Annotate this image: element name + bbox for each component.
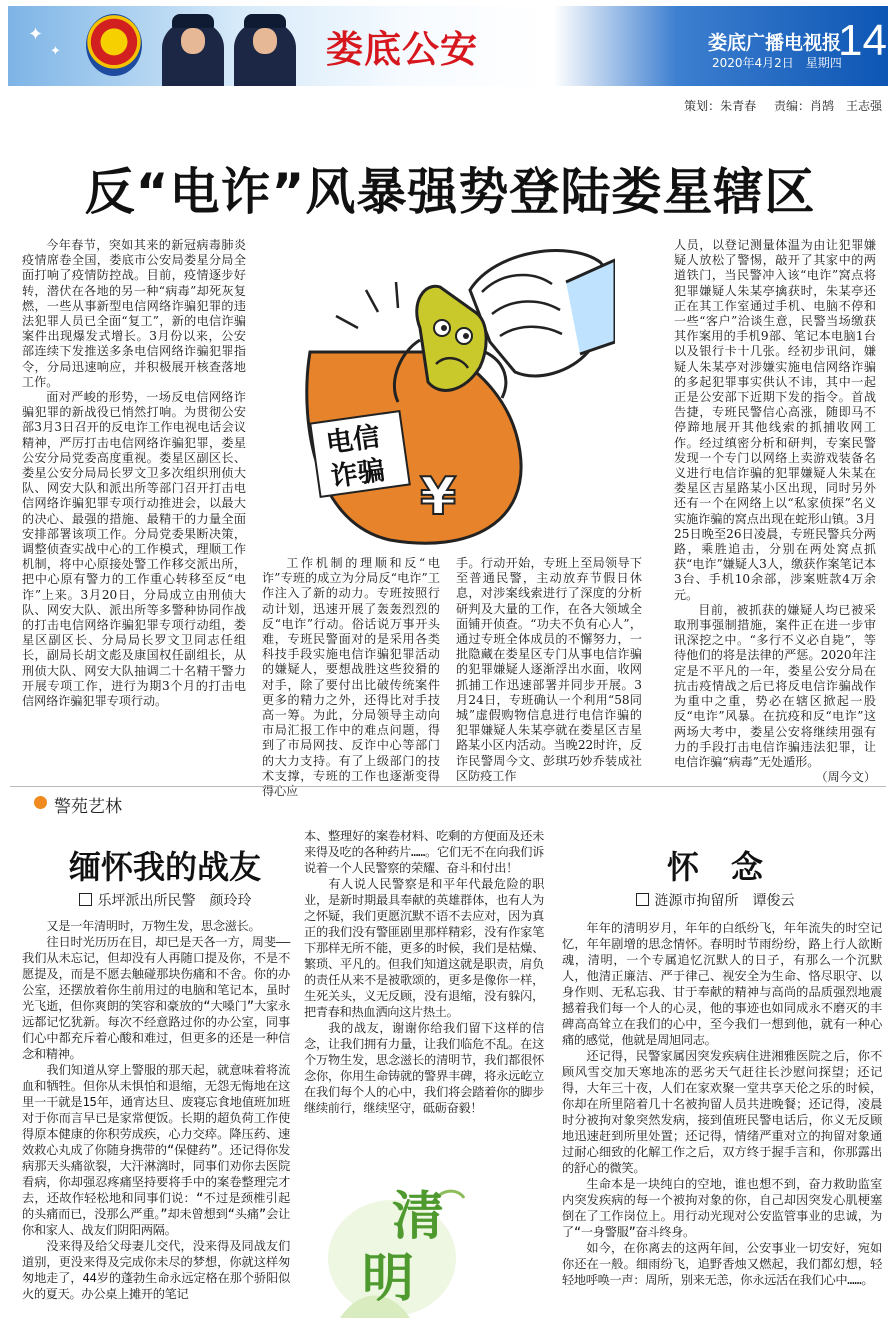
essay-paragraph: 如今，在你离去的这两年间，公安事业一切安好，宛如你还在一般。细雨纷飞，追野香烛又燃起，我们都幻想，轻轻地呼唤一声：周所，别来无恙，你永远活在我们心中……。	[562, 1241, 882, 1287]
essay-right-byline	[600, 890, 830, 910]
essay-left-title: 缅怀我的战友	[68, 848, 261, 886]
article-paragraph: 面对严峻的形势，一场反电信网络诈骗犯罪的新战役已悄然打响。为贯彻公安部3月3日召开的反电诈工作电视电话会议精神，严厉打击电信网络诈骗犯罪，娄星公安分局党委高度重视。娄星区副区长、娄星公安分局局长罗文卫多次组织刑侦大队、网安大队和派出所等部门召开打击电信网络诈骗犯罪专项行动推进会，以最大的决心、最强的措施、最精干的力量全面安排部署该项工作。分局党委果断决策，调整侦查实战中心的工作模式，理顺工作机制，将中心原接处警工作移交派出所，把中心原有警力的工作重心转移至反“电诈”上来。3月20日，分局成立由刑侦大队、网安大队、派出所等多警种协同作战的打击电信网络诈骗犯罪专项行动组，娄星区副区长、分局局长罗文卫同志任组长，副局长胡文彪及康国权任副组长，从刑侦大队、网安大队抽调二十名精干警力开展专项工作，进行为期3个月的打击电信网络诈骗犯罪专项行动。	[22, 390, 246, 709]
section-dot-icon	[34, 796, 47, 809]
qingming-calligraphy-image	[320, 1168, 470, 1328]
page-number: 14	[838, 16, 887, 65]
essay-right-column	[562, 920, 882, 1288]
planner-credit: 策划：朱青春	[684, 99, 757, 113]
main-headline: 反“电诈”风暴强势登陆娄星辖区	[84, 163, 816, 221]
byline-box-icon	[79, 893, 92, 906]
article-column-4	[674, 238, 876, 785]
section-label: 警苑艺林	[54, 797, 122, 817]
police-officers-image	[158, 14, 308, 86]
essay-paragraph: 有人说人民警察是和平年代最危险的职业，是新时期最具奉献的英雄群体，也有人为之怀疑，我们更愿沉默不语不去应对，因为真正的我们没有警匪剧里那样精彩，没有作家笔下那样无所不能，更多的时候，我们是枯燥、繁琐、平凡的。但我们知道这就是职责，肩负的责任从来不是被歌颂的，更多是像你一样，生死关头，义无反顾，没有退缩，没有躲闪，把青春和热血洒向这片热土。	[304, 877, 544, 1019]
editor-credit: 责编：肖鹄 王志强	[773, 99, 882, 113]
article-author: （周今文）	[815, 770, 876, 785]
sack-label-line2: 诈骗	[328, 454, 387, 494]
qingming-char-2: 明	[362, 1248, 415, 1309]
essay-left-column-2	[304, 828, 544, 1116]
paper-name: 娄底广播电视报	[708, 32, 842, 54]
qingming-char-1: 清	[392, 1186, 445, 1247]
article-paragraph: 手。行动开始，专班上至局领导下至普通民警，主动放弃节假日休息，对涉案线索进行了深度的分析研判及大量的工作，在各大领域全面铺开侦查。“功夫不负有心人”，通过专班全体成员的不懈努力，一批隐藏在娄星区专门从事电信诈骗的犯罪嫌疑人逐渐浮出水面，收网抓捕工作迅速部署并同步开展。3月24日，专班确认一个利用“58同城”虚假购物信息进行电信诈骗的犯罪嫌疑人朱某亭就在娄星区吉星路某小区内活动。当晚22时许，反诈民警周今文、彭琪巧妙乔装成社区防疫工作	[456, 556, 642, 783]
essay-paragraph: 我的战友，谢谢你给我们留下这样的信念，让我们拥有力量，让我们临危不乱。在这个万物生发，思念滋长的清明节，我们都很怀念你，你用生命铸就的警界丰碑，将永远屹立在我们每个人的心中，我们将会踏着你的脚步继续前行，继续坚守，砥砺奋毅！	[304, 1021, 544, 1115]
article-paragraph: 今年春节，突如其来的新冠病毒肺炎疫情席卷全国，娄底市公安局娄星分局全面打响了疫情防控战。目前，疫情逐步好转，潜伏在各地的另一种“病毒”却死灰复燃，一些从事新型电信网络诈骗犯罪的违法犯罪人员已全面“复工”，新的电信诈骗案件出现爆发式增长。3月份以来，公安部连续下发推送多条电信网络诈骗犯罪指令，分局迅速响应，并积极展开核查落地工作。	[22, 238, 246, 389]
essay-left-byline	[40, 890, 290, 910]
essay-left-column-1	[22, 918, 290, 1302]
article-paragraph: 目前，被抓获的嫌疑人均已被采取刑事强制措施，案件正在进一步审讯深挖之中。“多行不义必自毙”，等待他们的将是法律的严惩。2020年注定是不平凡的一年，娄星公安分局在抗击疫情战之后已将反电信诈骗战作为重中之重，势必在辖区掀起一股反“电诈”风暴。在抗疫和反“电诈”这两场大考中，娄星公安将继续用强有力的手段打击电信诈骗违法犯罪，让电信诈骗“病毒”无处遁形。	[674, 602, 876, 769]
section-header	[10, 786, 886, 817]
dove-icon: ✦	[28, 24, 44, 45]
article-column-3	[456, 556, 642, 784]
issue-date: 2020年4月2日 星期四	[712, 56, 842, 70]
essay-paragraph: 生命本是一块纯白的空地，谁也想不到，奋力救助监室内突发疾病的每一个被拘对象的你，自己却因突发心肌梗塞倒在了工作岗位上。用行动光现对公安监管事业的忠诚，为了“一身警服”奋斗终身。	[562, 1177, 882, 1239]
article-paragraph: 工作机制的理顺和反“电诈”专班的成立为分局反“电诈”工作注入了新的动力。专班按照行动计划，迅速开展了轰轰烈烈的反“电诈”行动。俗话说万事开头难，专班民警面对的是采用各类科技手段实施电信诈骗犯罪活动的嫌疑人，要想战胜这些狡猾的对手，除了要付出比破传统案件更多的精力之外，还得比对手技高一筹。为此，分局领导主动向市局汇报工作中的难点问题，得到了市局网技、反诈中心等部门的大力支持。有了上级部门的技术支撑，专班的工作也逐渐变得得心应	[262, 556, 440, 799]
byline-text: 乐坪派出所民警 颜玲玲	[97, 893, 252, 909]
police-emblem-icon	[86, 14, 142, 76]
masthead-banner	[8, 6, 888, 86]
essay-paragraph: 又是一年清明时，万物生发，思念滋长。	[46, 919, 261, 933]
sack-label-line1: 电信	[324, 421, 382, 460]
essay-right-title: 怀 念	[666, 848, 763, 886]
dove-icon: ✦	[50, 44, 61, 59]
essay-paragraph: 没来得及给父母妻儿交代，没来得及同战友们道别，更没来得及完成你未尽的梦想，你就这样匆匆地走了，44岁的蓬勃生命永远定格在那个骄阳似火的夏天。办公桌上摊开的笔记	[22, 1239, 290, 1301]
essay-paragraph: 往日时光历历在目，却已是天各一方，周斐——我们从未忘记，但却没有人再随口提及你，不是不愿提及，而是不愿去触碰那块伤痛和不舍。你的办公室，还摆放着你生前用过的电脑和笔记本，虽时光飞逝，但你爽朗的笑容和豪放的“大嗓门”大家永远都记忆犹新。每次不经意路过你的办公室，同事们心中都充斥着心酸和难过，但更多的还是一种信念和精神。	[22, 935, 290, 1061]
fist-punching-fraud-illustration	[270, 232, 615, 552]
article-paragraph: 人员，以登记测量体温为由让犯罪嫌疑人放松了警惕，敲开了其家中的两道铁门，当民警冲入该“电诈”窝点将犯罪嫌疑人朱某亭擒获时，朱某亭还正在其工作室通过手机、电脑不停和一些“客户”洽谈生意，民警当场缴获其作案用的手机9部、笔记本电脑1台以及银行卡十几张。经初步讯问，嫌疑人朱某亭对涉嫌实施电信网络诈骗的多起犯罪事实供认不讳，其中一起正是公安部下近期下发的指令。首战告捷，专班民警信心高涨，随即马不停蹄地展开其他线索的抓捕收网工作。经过缜密分析和研判，专案民警发现一个专门以网络上卖游戏装备名义进行电信诈骗的犯罪嫌疑人朱某在娄星区吉星路某小区出现，同时另外还有一个在网络上以“私家侦探”名义实施诈骗的窝点出现在蛇形山镇。3月25日晚至26日凌晨，专班民警兵分两路，乘胜追击，分别在两处窝点抓获“电诈”嫌疑人3人，缴获作案笔记本3台、手机10余部，涉案赃款4万余元。	[674, 238, 876, 602]
byline-text: 涟源市拘留所 谭俊云	[654, 893, 795, 909]
essay-paragraph: 我们知道从穿上警服的那天起，就意味着将流血和牺牲。但你从未惧怕和退缩，无怨无悔地在这里一干就是15年，通宵达旦、废寝忘食地值班加班对于你而言早已是家常便饭。长期的超负荷工作使得原本健康的你积劳成疾，心力交瘁。降压药、速效救心丸成了你随身携带的“保健药”。还记得你发病那天头痛欲裂，大汗淋漓时，同事们劝你去医院看病，你却强忍疼痛坚持要将手中的案卷整理完才去，还故作轻松地和同事们说：“不过是颈椎引起的头痛而已，没那么严重。”却未曾想到“头痛”会让你和家人、战友们阴阳两隔。	[22, 1063, 290, 1237]
essay-paragraph: 年年的清明岁月，年年的白纸纷飞，年年流失的时空记忆，年年剧增的思念情怀。春明时节雨纷纷，路上行人欲断魂，清明，一个专属追忆沉默人的日子，有那么一个沉默人，他清正廉洁、严于律己、视安全为生命、恪尽职守、以身作则、无私忘我、甘于奉献的精神与高尚的品质强烈地震撼着我们每一个人的心灵，他的事迹也如同成永不磨灭的丰碑高高耸立在我们的心中，至今我们一想到他，就有一种心痛的感觉，他就是周旭同志。	[562, 921, 882, 1047]
essay-paragraph: 还记得，民警家属因突发疾病住进湘雅医院之后，你不顾风雪交加天寒地冻的恶劣天气赶往长沙慰问探望；还记得，大年三十夜，人们在家欢聚一堂共享天伦之乐的时候，你却在所里陪着几十名被拘留人员共进晚餐；还记得，凌晨时分被拘对象突然发病，接到值班民警电话后，你义无反顾地迅速赶到所里处置；还记得，情绪严重对立的拘留对象通过耐心细致的化解工作之后，双方终于握手言和，你那露出的舒心的微笑。	[562, 1049, 882, 1175]
essay-paragraph: 本、整理好的案卷材料、吃剩的方便面及还未来得及吃的各种药片……。它们无不在向我们诉说着一个人民警察的荣耀、奋斗和付出！	[304, 829, 544, 875]
section-title: 娄底公安	[326, 28, 478, 71]
article-column-2	[262, 556, 440, 799]
yen-symbol: ¥	[420, 467, 457, 527]
article-column-1	[22, 238, 246, 709]
byline-box-icon	[636, 893, 649, 906]
credits-line	[670, 97, 882, 114]
